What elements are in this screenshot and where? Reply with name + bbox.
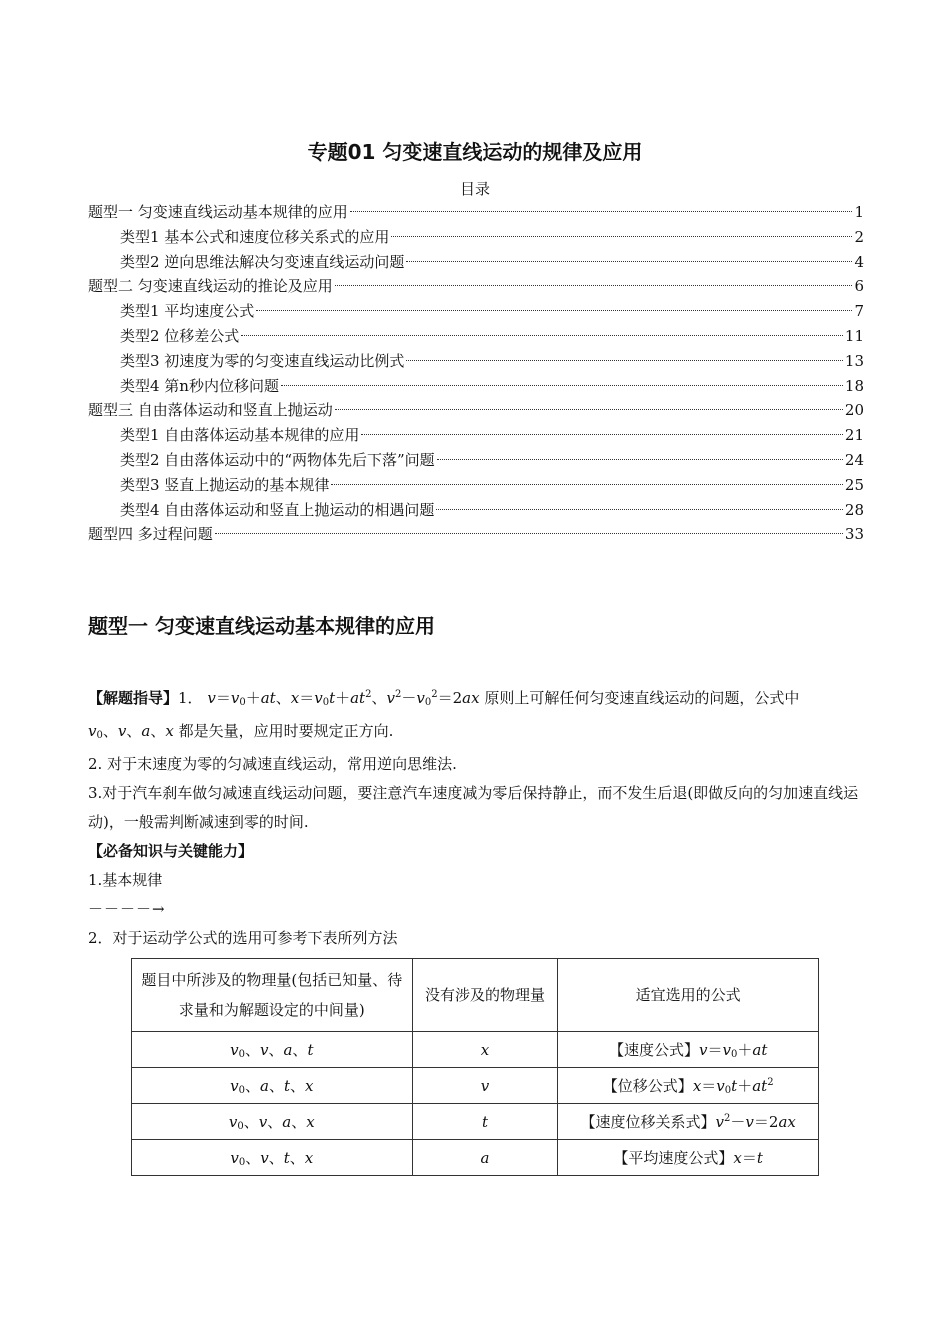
cell-involved: $v_0$、v、a、x — [132, 1104, 413, 1140]
toc-entry-label: 题型三 自由落体运动和竖直上抛运动 — [88, 401, 333, 420]
cell-formula: 【速度位移关系式】$v^2-v=2ax$ — [558, 1104, 819, 1140]
cell-involved: $v_0$、v、t、x — [132, 1140, 413, 1176]
toc-entry[interactable] — [88, 349, 864, 374]
toc-entry-label: 题型四 多过程问题 — [88, 525, 213, 544]
section-body — [88, 680, 864, 953]
toc-entry-page: 18 — [844, 376, 864, 395]
toc-entry[interactable] — [88, 324, 864, 349]
toc-dot-leader — [350, 211, 853, 212]
toc-entry[interactable] — [88, 473, 864, 498]
toc-entry-label: 类型1 自由落体运动基本规律的应用 — [120, 426, 360, 445]
toc-dot-leader — [241, 335, 843, 336]
guide-paragraph-2: 2. 对于末速度为零的匀减速直线运动，常用逆向思维法. — [88, 755, 457, 773]
toc-entry[interactable] — [88, 374, 864, 399]
cell-formula: 【位移公式】$x=v_0t+at^2$ — [558, 1068, 819, 1104]
toc-dot-leader — [437, 459, 843, 460]
page-title: 专题01 匀变速直线运动的规律及应用 — [307, 140, 643, 164]
toc-entry[interactable] — [88, 522, 864, 547]
toc-dot-leader — [281, 385, 843, 386]
toc-dot-leader — [335, 285, 853, 286]
toc-entry-page: 25 — [844, 475, 864, 494]
toc-dot-leader — [406, 360, 843, 361]
cell-involved: $v_0$、a、t、x — [132, 1068, 413, 1104]
guide-1-prefix: 1． — [178, 689, 203, 707]
cell-missing: x — [412, 1032, 558, 1068]
toc-dot-leader — [391, 236, 852, 237]
toc-entry-page: 4 — [854, 252, 864, 271]
toc-entry-label: 题型二 匀变速直线运动的推论及应用 — [88, 277, 333, 296]
guide-1-vars-tail: 都是矢量，应用时要规定正方向. — [178, 722, 394, 740]
table-of-contents — [88, 200, 864, 547]
toc-entry[interactable] — [88, 498, 864, 523]
table-row — [132, 1104, 819, 1140]
guide-paragraph-3: 3.对于汽车刹车做匀减速直线运动问题，要注意汽车速度减为零后保持静止，而不发生后退(即做反向的匀加速直线运动)，一般需判断减速到零的时间. — [88, 784, 859, 831]
toc-entry-page: 20 — [844, 401, 864, 420]
table-intro: 2．对于运动学公式的选用可参考下表所列方法 — [88, 929, 398, 947]
section-heading: 题型一 匀变速直线运动基本规律的应用 — [88, 614, 435, 638]
toc-entry-label: 类型1 基本公式和速度位移关系式的应用 — [120, 227, 390, 246]
formula-name: 【位移公式】 — [602, 1077, 693, 1095]
toc-entry[interactable] — [88, 448, 864, 473]
cell-missing: v — [412, 1068, 558, 1104]
guide-label: 【解题指导】 — [88, 689, 179, 707]
toc-entry-label: 类型2 逆向思维法解决匀变速直线运动问题 — [120, 252, 405, 271]
formula-name: 【速度位移关系式】 — [580, 1113, 716, 1131]
formula-name: 【速度公式】 — [608, 1041, 699, 1059]
toc-entry-label: 类型2 位移差公式 — [120, 326, 240, 345]
toc-entry-page: 7 — [854, 302, 864, 321]
toc-entry-label: 类型4 第n秒内位移问题 — [120, 376, 279, 395]
table-row — [132, 1032, 819, 1068]
toc-entry[interactable] — [88, 250, 864, 275]
toc-entry-label: 类型1 平均速度公式 — [120, 302, 255, 321]
toc-entry-label: 类型3 竖直上抛运动的基本规律 — [120, 475, 330, 494]
table-row — [132, 1140, 819, 1176]
toc-dot-leader — [331, 484, 843, 485]
column-header-missing: 没有涉及的物理量 — [412, 959, 558, 1032]
toc-entry-page: 24 — [844, 450, 864, 469]
toc-dot-leader — [361, 434, 843, 435]
table-row — [132, 1068, 819, 1104]
guide-1-formulas: $v=v_0+at$、$x=v_0t+at^2$、$v^2-v_0^2=2ax$ — [207, 689, 480, 708]
toc-dot-leader — [335, 409, 843, 410]
toc-entry-page: 1 — [854, 203, 864, 221]
toc-entry-label: 类型3 初速度为零的匀变速直线运动比例式 — [120, 351, 405, 370]
toc-entry-page: 11 — [844, 326, 864, 345]
toc-entry[interactable] — [88, 423, 864, 448]
toc-entry[interactable] — [88, 299, 864, 324]
knowledge-label: 【必备知识与关键能力】 — [88, 842, 254, 860]
toc-entry-page: 21 — [844, 426, 864, 445]
toc-title: 目录 — [459, 180, 490, 198]
toc-entry[interactable] — [88, 225, 864, 250]
toc-dot-leader — [406, 261, 852, 262]
toc-dot-leader — [436, 509, 843, 510]
toc-entry[interactable] — [88, 398, 864, 423]
guide-1-vars: $v_0$、v、a、x — [88, 722, 174, 741]
toc-entry-page: 2 — [854, 227, 864, 246]
cell-formula: 【速度公式】$v=v_0+at$ — [558, 1032, 819, 1068]
toc-dot-leader — [256, 310, 852, 311]
formula-name: 【平均速度公式】 — [613, 1149, 734, 1167]
toc-entry-page: 28 — [844, 500, 864, 519]
toc-entry-label: 类型2 自由落体运动中的“两物体先后下落”问题 — [120, 450, 435, 469]
basic-law-heading: 1.基本规律 — [88, 871, 163, 889]
column-header-formula: 适宜选用的公式 — [558, 959, 819, 1032]
cell-involved: $v_0$、v、a、t — [132, 1032, 413, 1068]
toc-entry-label: 题型一 匀变速直线运动基本规律的应用 — [88, 203, 348, 221]
column-header-involved: 题目中所涉及的物理量(包括已知量、待求量和为解题设定的中间量) — [132, 959, 413, 1032]
toc-entry-page: 33 — [844, 525, 864, 544]
toc-entry-page: 6 — [854, 277, 864, 296]
toc-entry[interactable] — [88, 274, 864, 299]
cell-missing: t — [412, 1104, 558, 1140]
formula-selection-table — [131, 958, 819, 1176]
toc-entry-page: 13 — [844, 351, 864, 370]
cell-formula: 【平均速度公式】x＝t — [558, 1140, 819, 1176]
toc-entry[interactable] — [88, 200, 864, 225]
arrow-placeholder: －－－－→ — [88, 900, 166, 918]
cell-missing: a — [412, 1140, 558, 1176]
toc-entry-label: 类型4 自由落体运动和竖直上抛运动的相遇问题 — [120, 500, 435, 519]
guide-paragraph-1 — [88, 680, 864, 750]
guide-1-tail: 原则上可解任何匀变速直线运动的问题，公式中 — [484, 689, 800, 707]
table-header-row — [132, 959, 819, 1032]
toc-dot-leader — [215, 533, 843, 534]
